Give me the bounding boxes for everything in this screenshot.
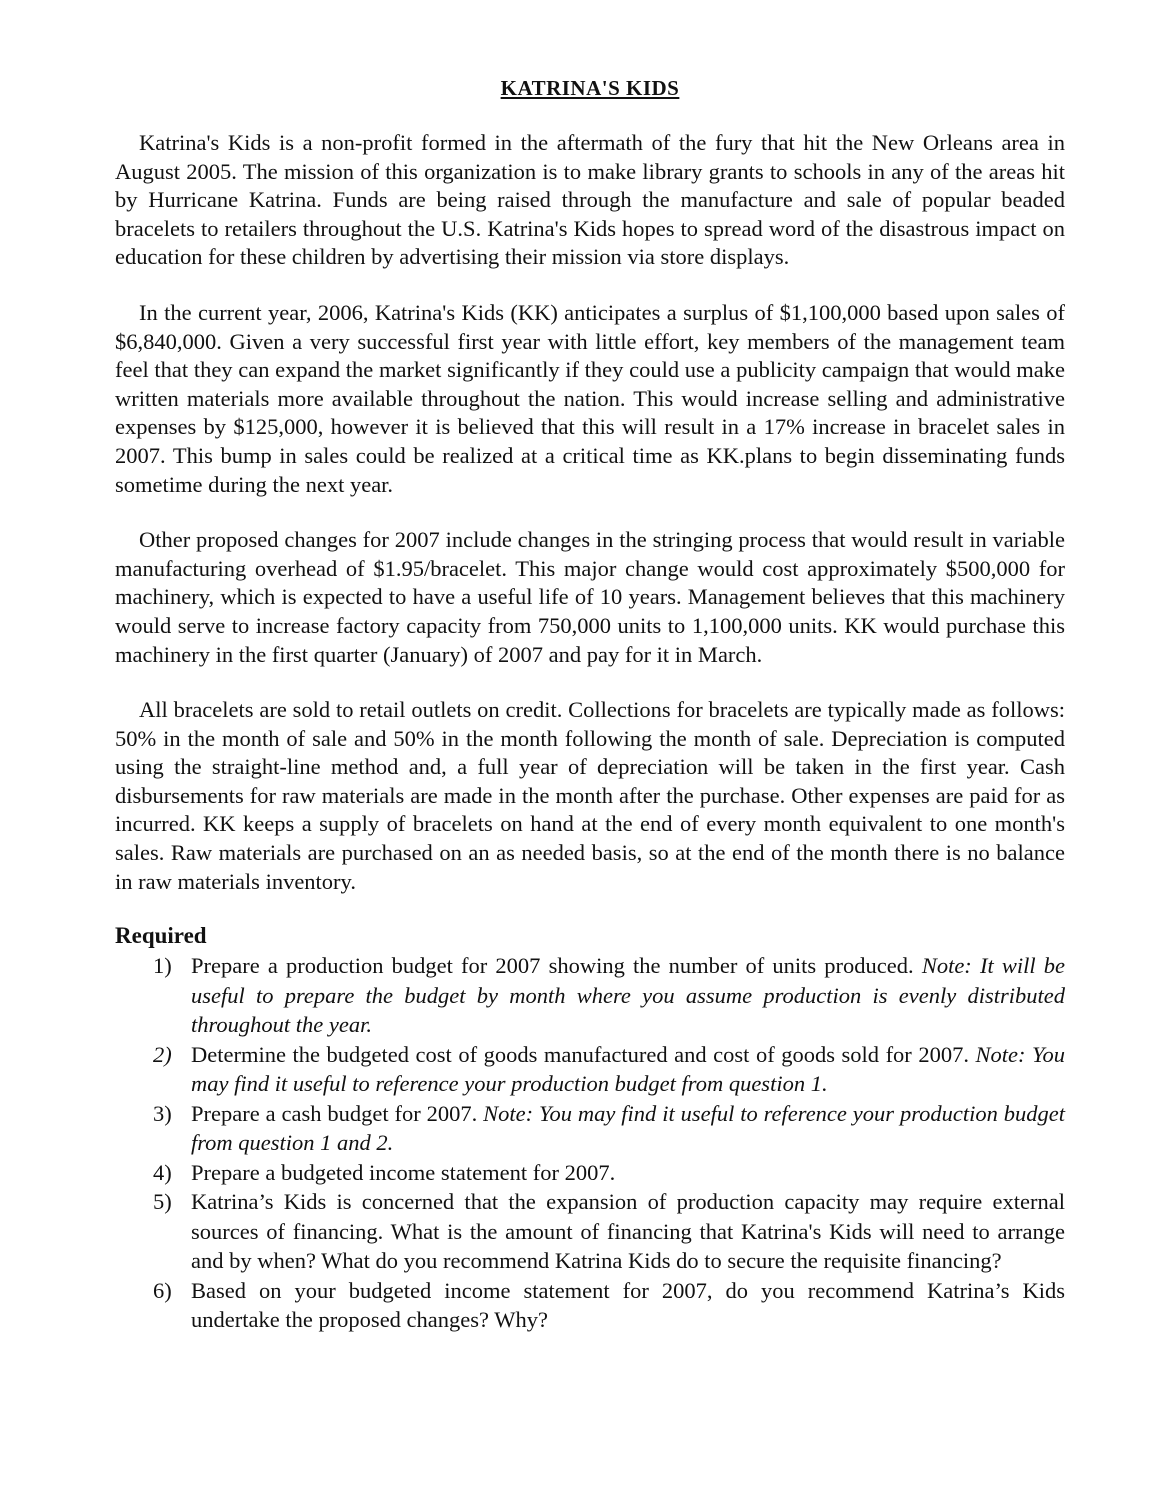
- item-text: Katrina’s Kids is concerned that the expansion of production capacity may require external sources of financing. What is the amount of financing that Katrina's Kids will need to arrange and by when? What do you recommend Katrina Kids do to secure the requisite financing?: [191, 1189, 1065, 1274]
- item-number: 6): [153, 1277, 172, 1303]
- item-text: Determine the budgeted cost of goods manufactured and cost of goods sold for 2007.: [191, 1041, 976, 1067]
- item-note: Note: You may find it useful to reference your production budget from question 1.: [191, 1041, 1065, 1097]
- document-title: KATRINA'S KIDS: [500, 76, 680, 100]
- required-item: [115, 1187, 1065, 1276]
- required-item: [115, 1040, 1065, 1099]
- item-note: Note: You may find it useful to reference your production budget from question 1 and 2.: [191, 1100, 1065, 1156]
- paragraph-current-year: In the current year, 2006, Katrina's Kids (KK) anticipates a surplus of $1,100,000 based upon sales of $6,840,000. Given a very successful first year with little effort, key members of the management team feel that they can expand the market significantly if they could use a publicity campaign that would make written materials more available throughout the nation. This would increase selling and administrative expenses by $125,000, however it is believed that this will result in a 17% increase in bracelet sales in 2007. This bump in sales could be realized at a critical time as KK.plans to begin disseminating funds sometime during the next year.: [115, 299, 1065, 497]
- required-item: [115, 1158, 1065, 1188]
- paragraph-collections: All bracelets are sold to retail outlets on credit. Collections for bracelets are typically made as follows: 50% in the month of sale and 50% in the month following the month of sale. Depreciation is computed using the straight-line method and, a full year of depreciation will be taken in the first year. Cash disbursements for raw materials are made in the month after the purchase. Other expenses are paid for as incurred. KK keeps a supply of bracelets on hand at the end of every month equivalent to one month's sales. Raw materials are purchased on an as needed basis, so at the end of the month there is no balance in raw materials inventory.: [115, 697, 1065, 894]
- required-item: [115, 1276, 1065, 1335]
- item-text: Prepare a production budget for 2007 showing the number of units produced.: [191, 953, 922, 979]
- item-number: 5): [153, 1189, 172, 1215]
- item-number: 3): [153, 1100, 172, 1126]
- item-number: 4): [153, 1159, 172, 1185]
- item-text: Prepare a budgeted income statement for 2007.: [191, 1159, 616, 1185]
- required-heading: Required: [115, 923, 207, 949]
- paragraph-intro: Katrina's Kids is a non-profit formed in the aftermath of the fury that hit the New Orleans area in August 2005. The mission of this organization is to make library grants to schools in any of the areas hit by Hurricane Katrina. Funds are being raised through the manufacture and sale of popular beaded bracelets to retailers throughout the U.S. Katrina's Kids hopes to spread word of the disastrous impact on education for these children by advertising their mission via store displays.: [115, 130, 1065, 270]
- required-item: [115, 1099, 1065, 1158]
- required-item: [115, 951, 1065, 1040]
- item-number: 1): [153, 953, 172, 979]
- item-note: Note: It will be useful to prepare the budget by month where you assume production is evenly distributed throughout the year.: [191, 953, 1066, 1038]
- paragraph-proposed-changes: Other proposed changes for 2007 include changes in the stringing process that would result in variable manufacturing overhead of $1.95/bracelet. This major change would cost approximately $500,000 for machinery, which is expected to have a useful life of 10 years. Management believes that this machinery would serve to increase factory capacity from 750,000 units to 1,100,000 units. KK would purchase this machinery in the first quarter (January) of 2007 and pay for it in March.: [115, 527, 1065, 667]
- required-list: [115, 951, 1065, 1335]
- document-page: [115, 76, 1065, 1335]
- item-text: Based on your budgeted income statement for 2007, do you recommend Katrina’s Kids undertake the proposed changes? Why?: [191, 1277, 1065, 1333]
- item-number: 2): [153, 1041, 172, 1067]
- item-text: Prepare a cash budget for 2007.: [191, 1100, 484, 1126]
